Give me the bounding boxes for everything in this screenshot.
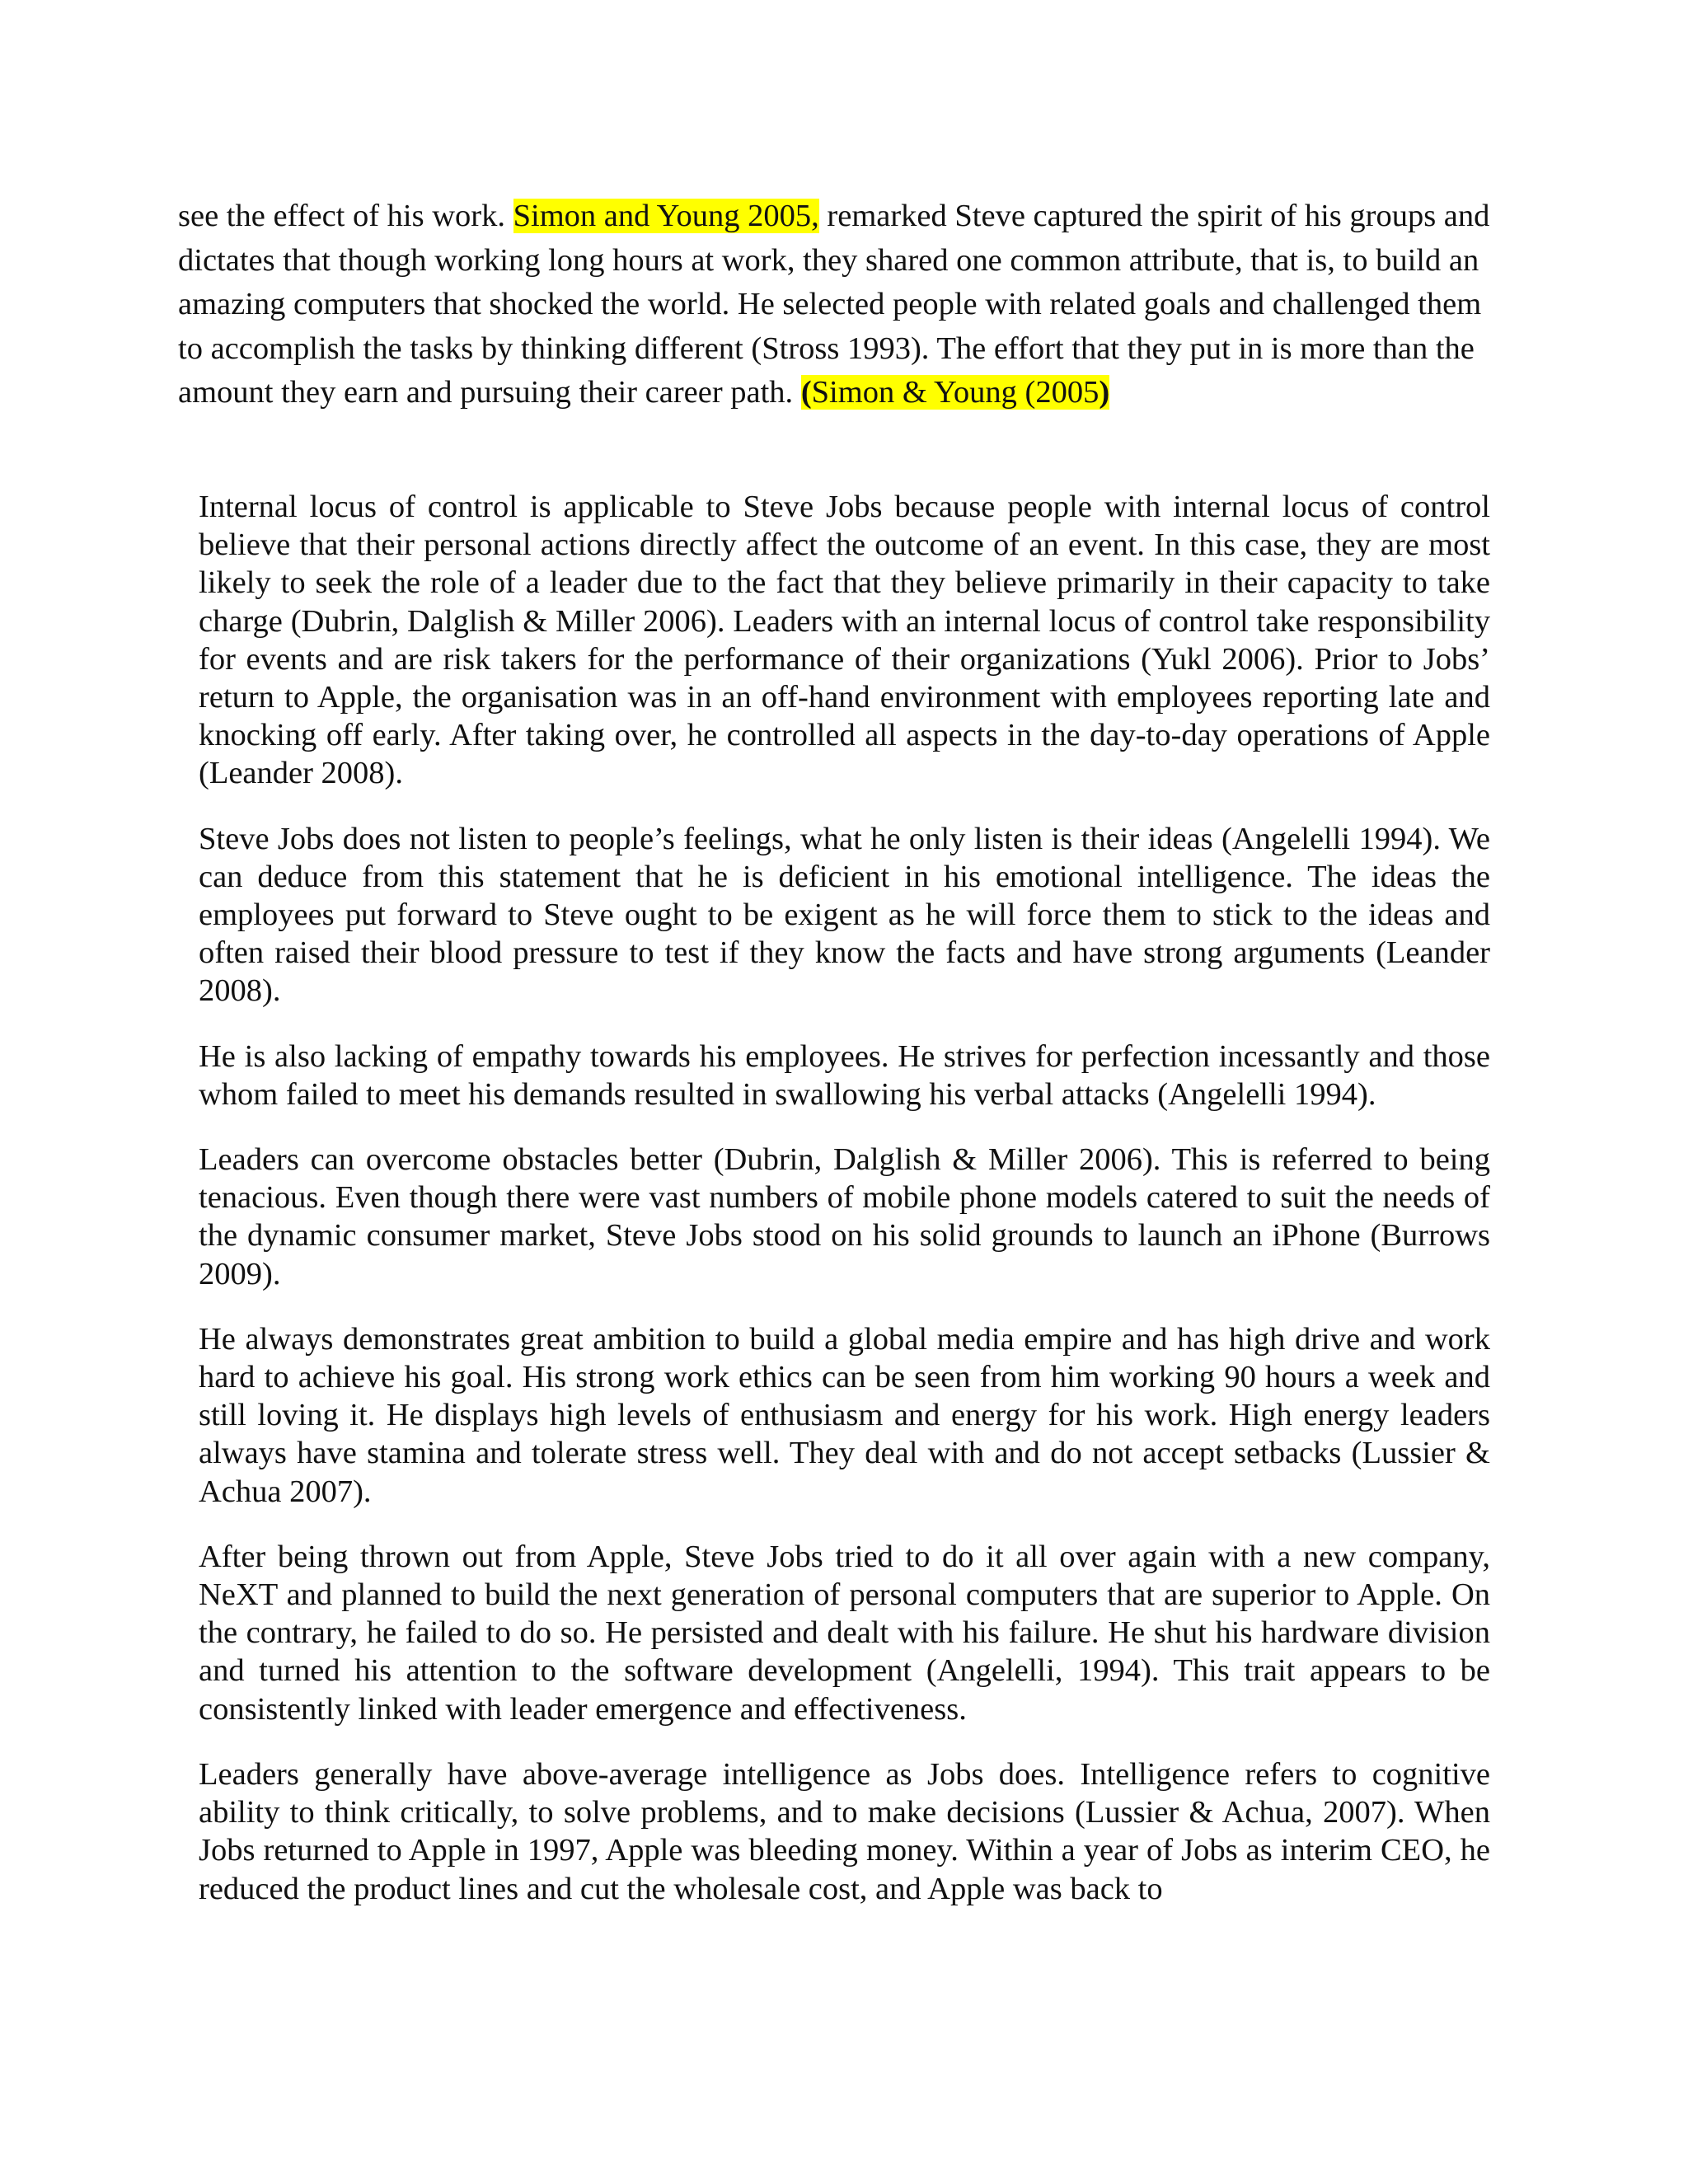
paragraph-locus-of-control: Internal locus of control is applicable to Steve Jobs because people with internal locus of control believe that their personal actions directly affect the outcome of an event. In this case, they are most likely to seek the role of a leader due to the fact that they believe primarily in their capacity to take charge (Dubrin, Dalglish & Miller 2006). Leaders with an internal locus of control take responsibility for events and are risk takers for the performance of their organizations (Yukl 2006). Prior to Jobs’ return to Apple, the organisation was in an off-hand environment with employees reporting late and knocking off early. After taking over, he controlled all aspects in the day-to-day operations of Apple (Leander 2008).: [199, 490, 1490, 791]
citation-text: Simon & Young (2005: [811, 375, 1100, 410]
paragraph-tenacity: Leaders can overcome obstacles better (Dubrin, Dalglish & Miller 2006). This is referred to being tenacious. Even though there were vast numbers of mobile phone models catered to suit the needs of the dynamic consumer market, Steve Jobs stood on his solid grounds to launch an iPhone (Burrows 2009).: [199, 1142, 1490, 1291]
intro-paragraph: [178, 194, 1490, 415]
paragraph-empathy: He is also lacking of empathy towards his employees. He strives for perfection incessantly and those whom failed to meet his demands resulted in swallowing his verbal attacks (Angelelli 1994).: [199, 1038, 1490, 1112]
paragraph-next-persistence: After being thrown out from Apple, Steve Jobs tried to do it all over again with a new company, NeXT and planned to build the next generation of personal computers that are superior to Apple. On the contrary, he failed to do so. He persisted and dealt with his failure. He shut his hardware division and turned his attention to the software development (Angelelli, 1994). This trait appears to be consistently linked with leader emergence and effectiveness.: [199, 1539, 1490, 1727]
intro-text-middle: remarked Steve captured the spirit of his groups and dictates that though working long hours at work, they shared one common attribute, that is, to build an amazing computers that shocked the world. He selected people with related goals and challenged them to accomplish the tasks by thinking different (Stross 1993). The effort that they put in is more than the amount they earn and pursuing their career path.: [178, 199, 1490, 410]
paragraph-ambition: He always demonstrates great ambition to build a global media empire and has high drive and work hard to achieve his goal. His strong work ethics can be seen from him working 90 hours a week and still loving it. He displays high levels of enthusiasm and energy for his work. High energy leaders always have stamina and tolerate stress well. They deal with and do not accept setbacks (Lussier & Achua 2007).: [199, 1321, 1490, 1509]
body-paragraphs: [199, 488, 1490, 1935]
close-paren: ): [1099, 375, 1110, 410]
paragraph-intelligence: Leaders generally have above-average intelligence as Jobs does. Intelligence refers to cognitive ability to think critically, to solve problems, and to make decisions (Lussier & Achua, 2007). When Jobs returned to Apple in 1997, Apple was bleeding money. Within a year of Jobs as interim CEO, he reduced the product lines and cut the wholesale cost, and Apple was back to: [199, 1756, 1490, 1906]
open-paren: (: [800, 375, 812, 410]
intro-text-start: see the effect of his work.: [178, 199, 513, 233]
paragraph-emotional-intelligence: Steve Jobs does not listen to people’s feelings, what he only listen is their ideas (Angelelli 1994). We can deduce from this statement that he is deficient in his emotional intelligence. The ideas the employees put forward to Steve ought to be exigent as he will force them to stick to the ideas and often raised their blood pressure to test if they know the facts and have strong arguments (Leander 2008).: [199, 821, 1490, 1009]
citation-highlight-simon-young: Simon and Young 2005,: [513, 199, 819, 233]
citation-highlight-simon-young-2005: [801, 375, 1109, 410]
